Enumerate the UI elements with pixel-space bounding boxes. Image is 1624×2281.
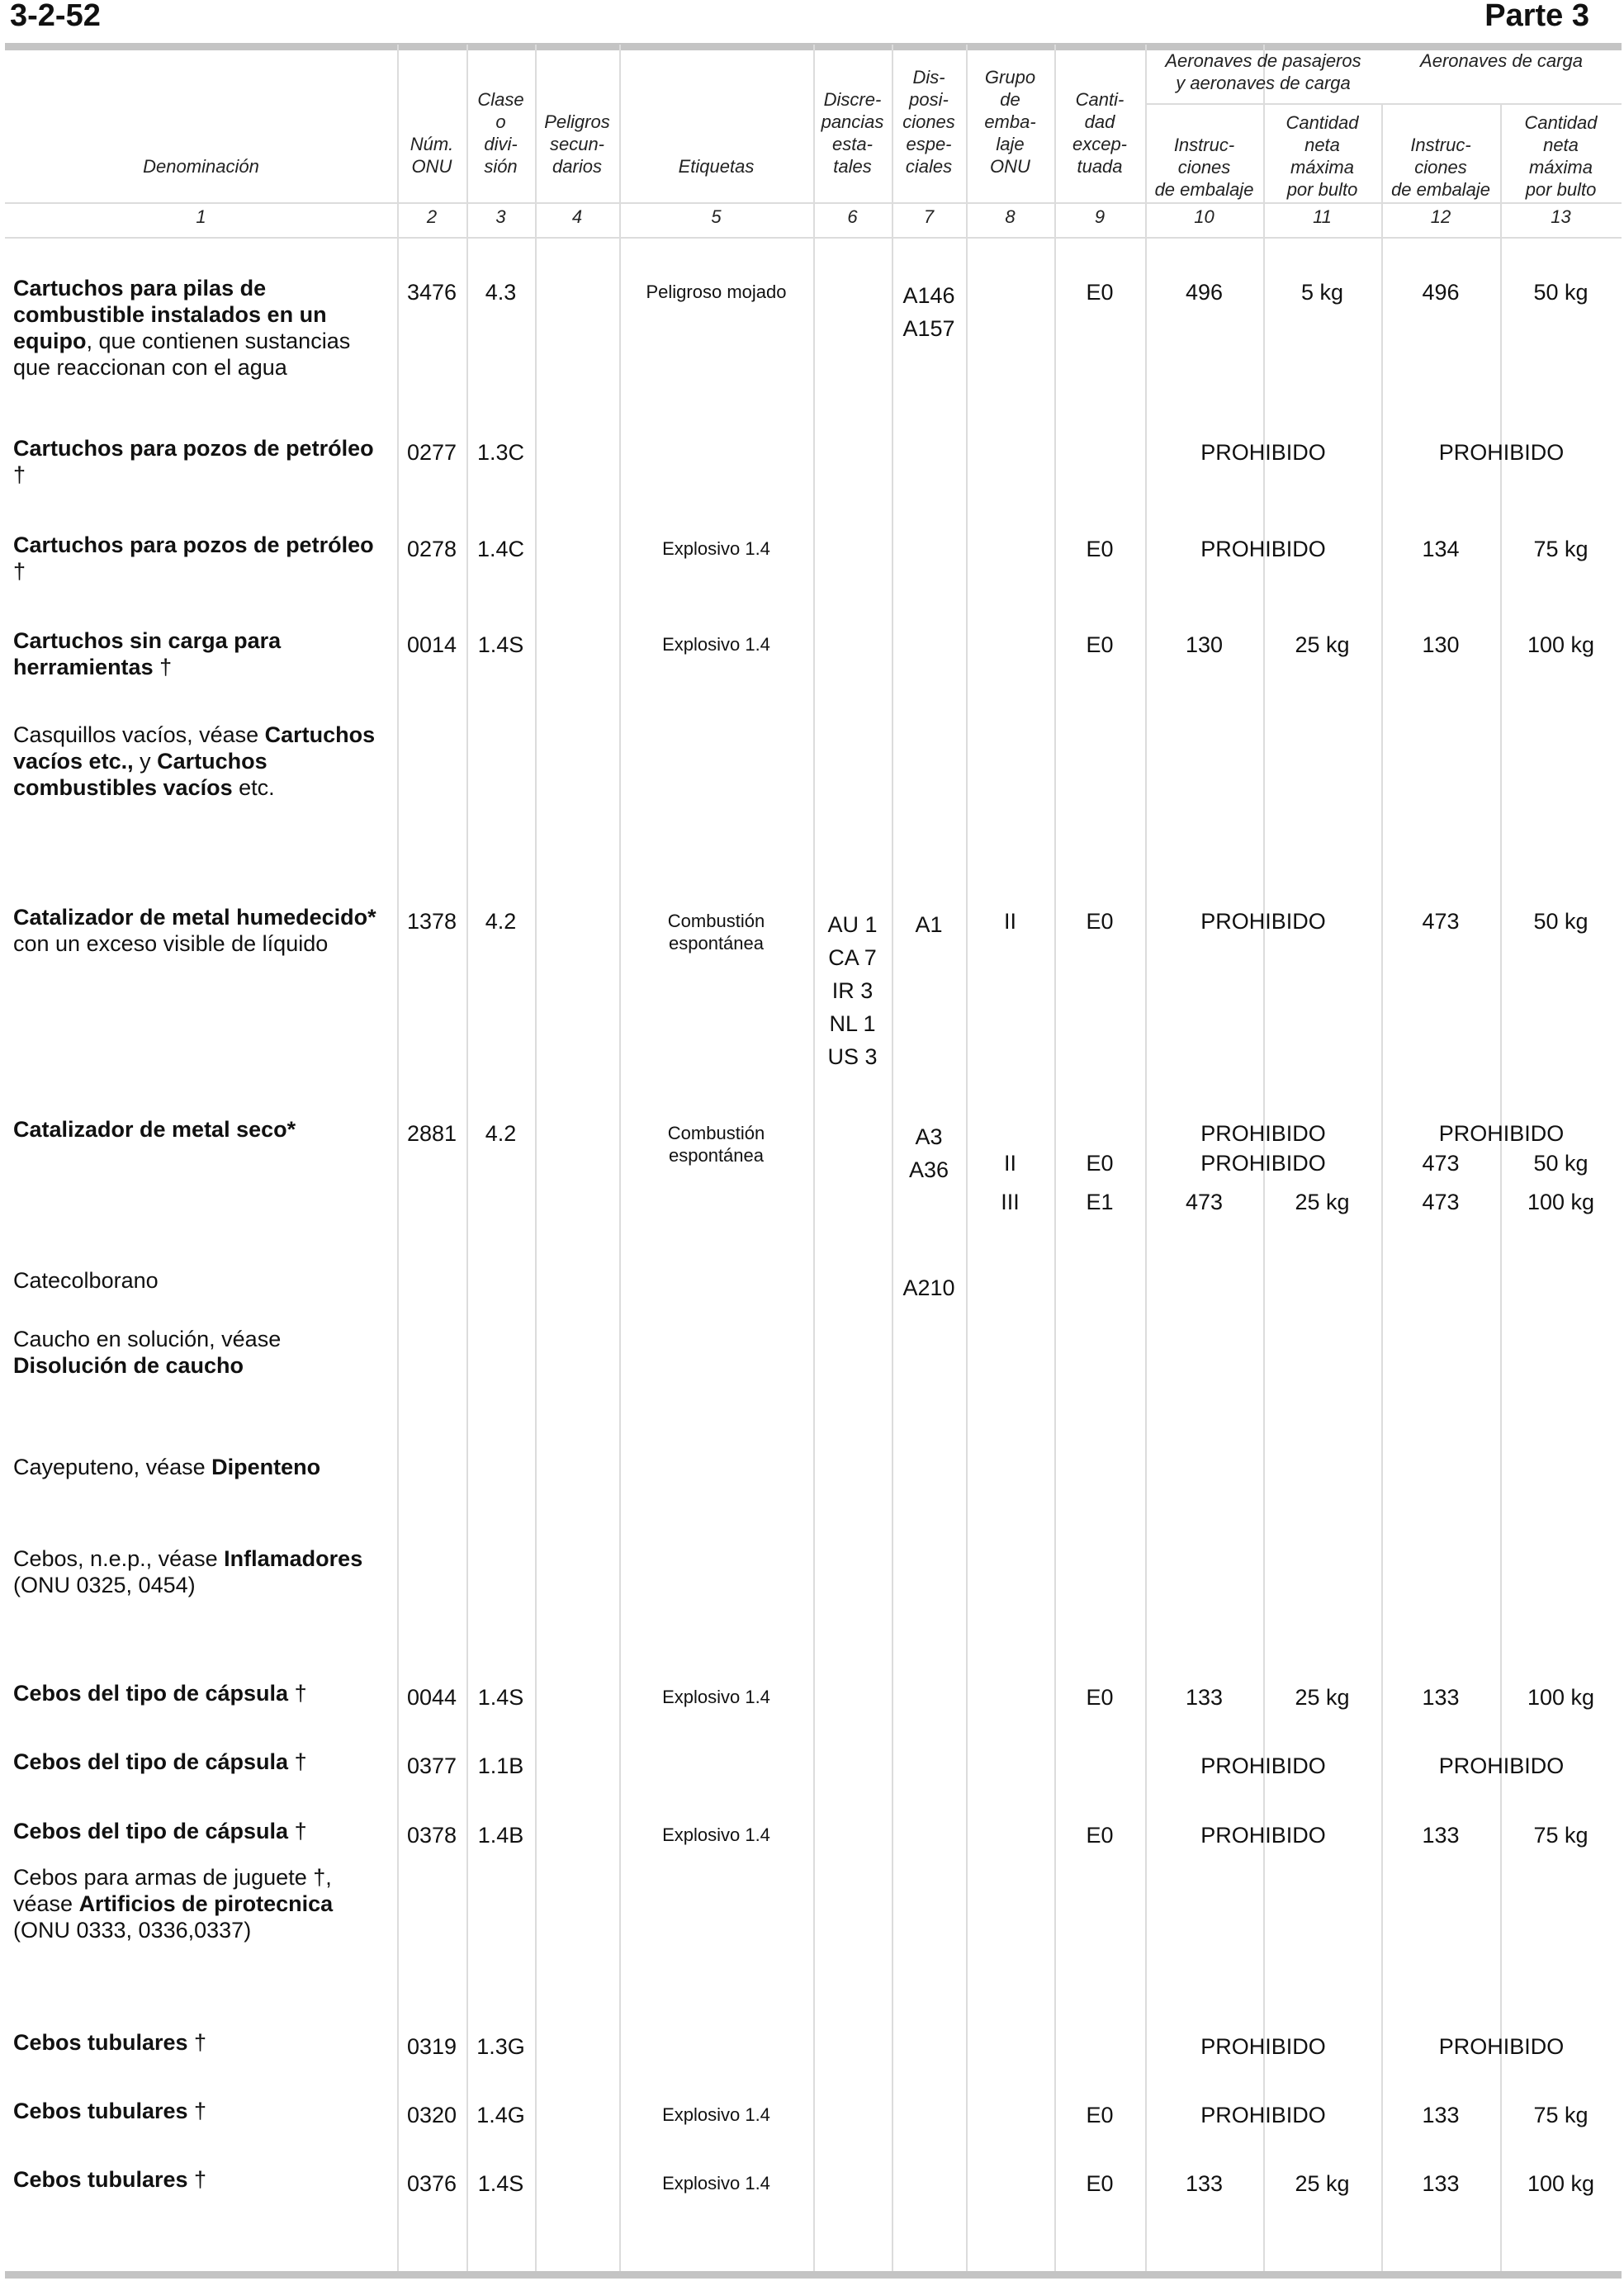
- pax-quantity-cell: 25 kg: [1295, 632, 1350, 657]
- label-cell: Explosivo 1.4: [662, 2173, 770, 2193]
- class-cell: 1.4S: [477, 632, 524, 657]
- column-number: 8: [1005, 206, 1016, 227]
- page-ref: 3-2-52: [10, 0, 101, 33]
- column-number: 6: [847, 206, 858, 227]
- cargo-instruction-cell: 134: [1422, 537, 1460, 561]
- un-number-cell: 0278: [406, 537, 457, 561]
- cargo-quantity-cell: 50 kg: [1533, 280, 1588, 305]
- header-grupo-embalaje: Grupo de emba- laje ONU: [984, 67, 1036, 177]
- column-divider: [813, 45, 815, 2271]
- bottom-rule: [5, 2271, 1622, 2279]
- un-number-cell: 0014: [406, 632, 457, 657]
- special-provisions-cell: A146 A157: [902, 283, 955, 341]
- un-number-cell: 0044: [406, 1685, 457, 1710]
- label-cell: Explosivo 1.4: [662, 1687, 770, 1707]
- header-pax-quantity: Cantidad neta máxima por bulto: [1285, 112, 1359, 200]
- pax-prohibited-cell: PROHIBIDO: [1200, 909, 1326, 934]
- column-divider: [1500, 104, 1502, 2271]
- cargo-instruction-cell: 473: [1422, 1151, 1460, 1176]
- pax-prohibited-cell: PROHIBIDO: [1200, 1121, 1326, 1146]
- pax-prohibited-cell: PROHIBIDO: [1200, 2103, 1326, 2127]
- class-cell: 1.4B: [477, 1823, 524, 1848]
- column-number: 10: [1194, 206, 1214, 227]
- header-cargo-instructions: Instruc- ciones de embalaje: [1391, 135, 1490, 200]
- class-cell: 4.2: [485, 1121, 517, 1146]
- un-number-cell: 0377: [406, 1753, 457, 1778]
- pax-instruction-cell: 133: [1185, 2171, 1224, 2196]
- row-name: Cebos del tipo de cápsula †: [13, 1681, 307, 1706]
- cargo-instruction-cell: 133: [1422, 1823, 1460, 1848]
- page-header: [10, 0, 1614, 38]
- packing-group-cell: III: [1001, 1190, 1020, 1214]
- un-number-cell: 0319: [406, 2034, 457, 2059]
- class-cell: 1.1B: [477, 1753, 524, 1778]
- column-number: 9: [1094, 206, 1106, 227]
- row-name: Cebos del tipo de cápsula †: [13, 1749, 307, 1774]
- class-cell: 1.4G: [476, 2103, 525, 2127]
- column-divider: [1381, 104, 1383, 2271]
- row-name: Cartuchos para pozos de petróleo †: [13, 532, 374, 584]
- un-number-cell: 1378: [406, 909, 457, 934]
- pax-prohibited-cell: PROHIBIDO: [1200, 1753, 1326, 1778]
- row-name: Cartuchos para pilas de combustible instalados en un equipo, que contienen sustancias que reaccionan con el agua: [13, 276, 351, 380]
- class-cell: 1.4C: [476, 537, 525, 561]
- pax-prohibited-cell: PROHIBIDO: [1200, 1823, 1326, 1848]
- special-provisions-cell: A1: [915, 912, 943, 937]
- cargo-quantity-cell: 100 kg: [1527, 632, 1595, 657]
- cargo-prohibited-cell: PROHIBIDO: [1438, 1753, 1565, 1778]
- un-number-cell: 0320: [406, 2103, 457, 2127]
- header-etiquetas: Etiquetas: [678, 156, 755, 177]
- row-name: Cebos tubulares †: [13, 2099, 207, 2123]
- label-cell: Combustión espontánea: [667, 911, 765, 954]
- column-number: 11: [1313, 206, 1332, 227]
- column-divider: [535, 45, 537, 2271]
- subheader-rule: [1145, 103, 1622, 105]
- row-name: Cebos tubulares †: [13, 2030, 207, 2055]
- row-name: Catalizador de metal seco*: [13, 1117, 296, 1142]
- un-number-cell: 0376: [406, 2171, 457, 2196]
- pax-instruction-cell: 473: [1185, 1190, 1224, 1214]
- pax-instruction-cell: 496: [1185, 280, 1224, 305]
- header-peligros: Peligros secun- darios: [544, 111, 610, 177]
- class-cell: 1.3G: [476, 2034, 525, 2059]
- cargo-prohibited-cell: PROHIBIDO: [1438, 2034, 1565, 2059]
- cargo-quantity-cell: 75 kg: [1533, 1823, 1588, 1848]
- cargo-instruction-cell: 473: [1422, 1190, 1460, 1214]
- column-number: 3: [495, 206, 506, 227]
- row-name: Cartuchos sin carga para herramientas †: [13, 628, 282, 679]
- cargo-quantity-cell: 100 kg: [1527, 1685, 1595, 1710]
- header-num-onu: Núm. ONU: [410, 134, 454, 177]
- class-cell: 1.4S: [477, 2171, 524, 2196]
- excepted-quantity-cell: E0: [1086, 1685, 1114, 1710]
- label-cell: Explosivo 1.4: [662, 634, 770, 655]
- pax-prohibited-cell: PROHIBIDO: [1200, 2034, 1326, 2059]
- row-name: Cebos para armas de juguete †, véase Artificios de pirotecnica (ONU 0333, 0336,0337): [13, 1865, 334, 1943]
- special-provisions-cell: A3 A36: [908, 1124, 949, 1182]
- header-clase: Clase o divi- sión: [477, 89, 524, 177]
- cargo-quantity-cell: 100 kg: [1527, 2171, 1595, 2196]
- header-cantidad-exceptuada: Canti- dad excep- tuada: [1072, 89, 1128, 177]
- cargo-quantity-cell: 75 kg: [1533, 2103, 1588, 2127]
- column-number: 7: [923, 206, 935, 227]
- label-cell: Combustión espontánea: [667, 1123, 765, 1166]
- column-number: 1: [196, 206, 206, 227]
- colnum-rule: [5, 237, 1622, 239]
- class-cell: 1.3C: [476, 440, 525, 465]
- pax-prohibited-cell: PROHIBIDO: [1200, 440, 1326, 465]
- pax-instruction-cell: 133: [1185, 1685, 1224, 1710]
- state-variations-cell: AU 1 CA 7 IR 3 NL 1 US 3: [827, 912, 878, 1069]
- cargo-prohibited-cell: PROHIBIDO: [1438, 440, 1565, 465]
- row-name: Catecolborano: [13, 1268, 159, 1293]
- row-name: Cebos del tipo de cápsula †: [13, 1819, 307, 1843]
- excepted-quantity-cell: E0: [1086, 1151, 1114, 1176]
- class-cell: 4.3: [485, 280, 517, 305]
- cargo-quantity-cell: 75 kg: [1533, 537, 1588, 561]
- header-denominacion: Denominación: [143, 156, 259, 177]
- excepted-quantity-cell: E0: [1086, 2103, 1114, 2127]
- header-pax-group: Aeronaves de pasajeros y aeronaves de carga: [1165, 50, 1361, 93]
- pax-quantity-cell: 25 kg: [1295, 1685, 1350, 1710]
- row-name: Catalizador de metal humedecido* con un exceso visible de líquido: [13, 905, 376, 956]
- pax-quantity-cell: 25 kg: [1295, 2171, 1350, 2196]
- excepted-quantity-cell: E0: [1086, 2171, 1114, 2196]
- header-rule: [5, 202, 1622, 204]
- un-number-cell: 0277: [406, 440, 457, 465]
- column-number: 4: [571, 206, 583, 227]
- un-number-cell: 3476: [406, 280, 457, 305]
- column-number: 2: [426, 206, 438, 227]
- row-name: Cebos, n.e.p., véase Inflamadores (ONU 0325, 0454): [13, 1546, 363, 1597]
- row-name: Caucho en solución, véase Disolución de caucho: [13, 1327, 282, 1378]
- cargo-quantity-cell: 50 kg: [1533, 909, 1588, 934]
- column-divider: [397, 45, 399, 2271]
- class-cell: 4.2: [485, 909, 517, 934]
- packing-group-cell: II: [1003, 909, 1016, 934]
- packing-group-cell: II: [1003, 1151, 1016, 1176]
- header-cargo-group: Aeronaves de carga: [1420, 50, 1583, 71]
- label-cell: Explosivo 1.4: [662, 1824, 770, 1845]
- label-cell: Peligroso mojado: [646, 282, 787, 302]
- excepted-quantity-cell: E0: [1086, 909, 1114, 934]
- cargo-instruction-cell: 130: [1422, 632, 1460, 657]
- excepted-quantity-cell: E0: [1086, 537, 1114, 561]
- excepted-quantity-cell: E0: [1086, 280, 1114, 305]
- cargo-quantity-cell: 100 kg: [1527, 1190, 1595, 1214]
- row-name: Casquillos vacíos, véase Cartuchos vacíos etc., y Cartuchos combustibles vacíos etc.: [13, 722, 376, 800]
- pax-prohibited-cell: PROHIBIDO: [1200, 537, 1326, 561]
- pax-instruction-cell: 130: [1185, 632, 1224, 657]
- excepted-quantity-cell: E1: [1086, 1190, 1114, 1214]
- un-number-cell: 0378: [406, 1823, 457, 1848]
- header-discrepancias: Discre- pancias esta- tales: [821, 89, 884, 177]
- header-pax-instructions: Instruc- ciones de embalaje: [1154, 135, 1254, 200]
- special-provisions-cell: A210: [902, 1275, 955, 1300]
- pax-prohibited-cell: PROHIBIDO: [1200, 1151, 1326, 1176]
- cargo-instruction-cell: 133: [1422, 2103, 1460, 2127]
- cargo-prohibited-cell: PROHIBIDO: [1438, 1121, 1565, 1146]
- pax-quantity-cell: 5 kg: [1300, 280, 1344, 305]
- label-cell: Explosivo 1.4: [662, 538, 770, 559]
- label-cell: Explosivo 1.4: [662, 2104, 770, 2125]
- cargo-instruction-cell: 473: [1422, 909, 1460, 934]
- column-number: 13: [1551, 206, 1571, 227]
- pax-quantity-cell: 25 kg: [1295, 1190, 1350, 1214]
- header-disposiciones: Dis- posi- ciones espe- ciales: [902, 67, 955, 177]
- column-divider: [466, 45, 468, 2271]
- excepted-quantity-cell: E0: [1086, 1823, 1114, 1848]
- header-cargo-quantity: Cantidad neta máxima por bulto: [1524, 112, 1598, 200]
- cargo-instruction-cell: 133: [1422, 1685, 1460, 1710]
- row-name: Cebos tubulares †: [13, 2167, 207, 2192]
- cargo-instruction-cell: 496: [1422, 280, 1460, 305]
- cargo-quantity-cell: 50 kg: [1533, 1151, 1588, 1176]
- excepted-quantity-cell: E0: [1086, 632, 1114, 657]
- part-title: Parte 3: [1484, 0, 1589, 33]
- row-name: Cayeputeno, véase Dipenteno: [13, 1455, 321, 1479]
- cargo-instruction-cell: 133: [1422, 2171, 1460, 2196]
- row-name: Cartuchos para pozos de petróleo †: [13, 436, 374, 487]
- class-cell: 1.4S: [477, 1685, 524, 1710]
- column-number: 12: [1430, 206, 1451, 227]
- un-number-cell: 2881: [406, 1121, 457, 1146]
- column-number: 5: [711, 206, 722, 227]
